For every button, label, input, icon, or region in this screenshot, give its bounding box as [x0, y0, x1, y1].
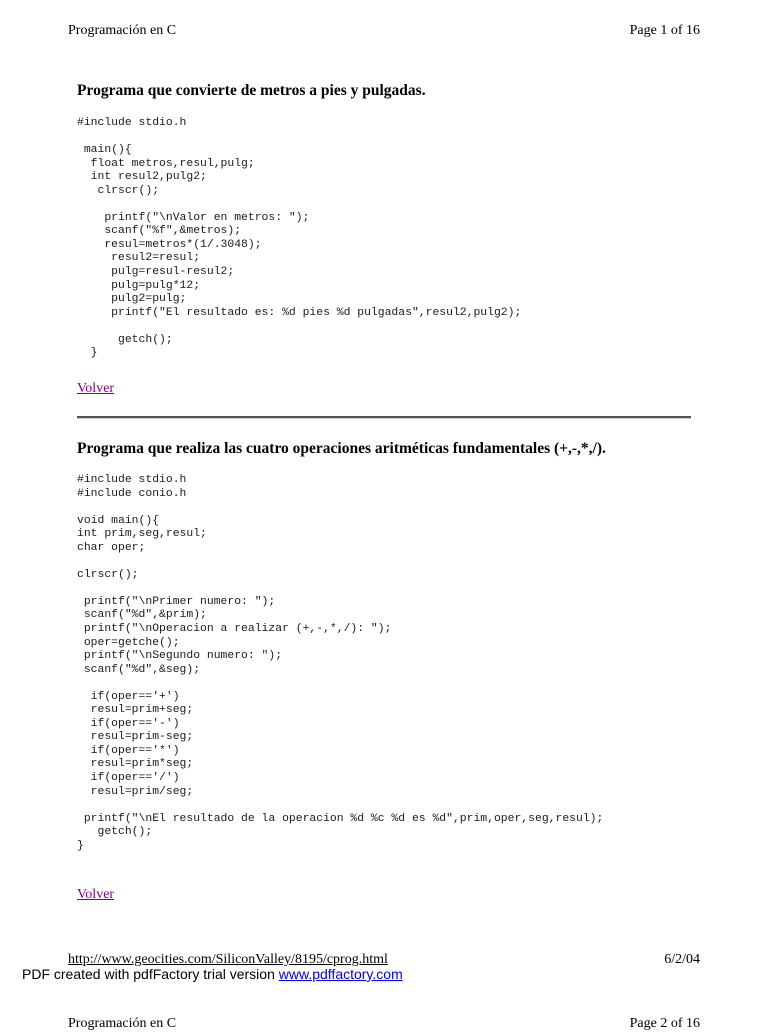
section-title-metros: Programa que convierte de metros a pies y pulgadas.	[77, 82, 426, 99]
volver-link-1[interactable]: Volver	[77, 381, 115, 396]
page2-number: Page 2 of 16	[629, 1016, 700, 1031]
footer-url[interactable]: http://www.geocities.com/SiliconValley/8195/cprog.html	[68, 952, 388, 967]
pdf-banner-text: PDF created with pdfFactory trial version	[22, 966, 279, 982]
pdffactory-link[interactable]: www.pdffactory.com	[278, 966, 403, 982]
code-block-operaciones: #include stdio.h #include conio.h void main(){ int prim,seg,resul; char oper; clrscr(); printf("\nPrimer numero: "); scanf("%d",&prim); printf("\nOperacion a realizar (+,-,*,/): "); oper=getche(); printf("\nSegundo numero: "); scanf("%d",&seg); if(oper=='+') resul=prim+seg; if(oper=='-') resul=prim-seg; if(oper=='*') resul=prim*seg; if(oper=='/') resul=prim/seg; printf("\nEl resultado de la operacion %d %c %d es %d",prim,oper,seg,resul); getch(); }	[77, 474, 604, 852]
page-header-title: Programación en C	[68, 23, 177, 38]
section-title-operaciones: Programa que realiza las cuatro operaciones aritméticas fundamentales (+,-,*,/).	[77, 440, 606, 457]
volver-link-2[interactable]: Volver	[77, 887, 115, 902]
footer-date: 6/2/04	[664, 952, 700, 967]
page-number: Page 1 of 16	[629, 23, 700, 38]
section-divider	[77, 416, 691, 419]
code-block-metros: #include stdio.h main(){ float metros,resul,pulg; int resul2,pulg2; clrscr(); printf("\nValor en metros: "); scanf("%f",&metros); resul=metros*(1/.3048); resul2=resul; pulg=resul-resul2; pulg=pulg*12; pulg2=pulg; printf("El resultado es: %d pies %d pulgadas",resul2,pulg2); getch(); }	[77, 117, 522, 360]
page2-header-title: Programación en C	[68, 1016, 177, 1031]
pdf-banner	[22, 966, 403, 982]
